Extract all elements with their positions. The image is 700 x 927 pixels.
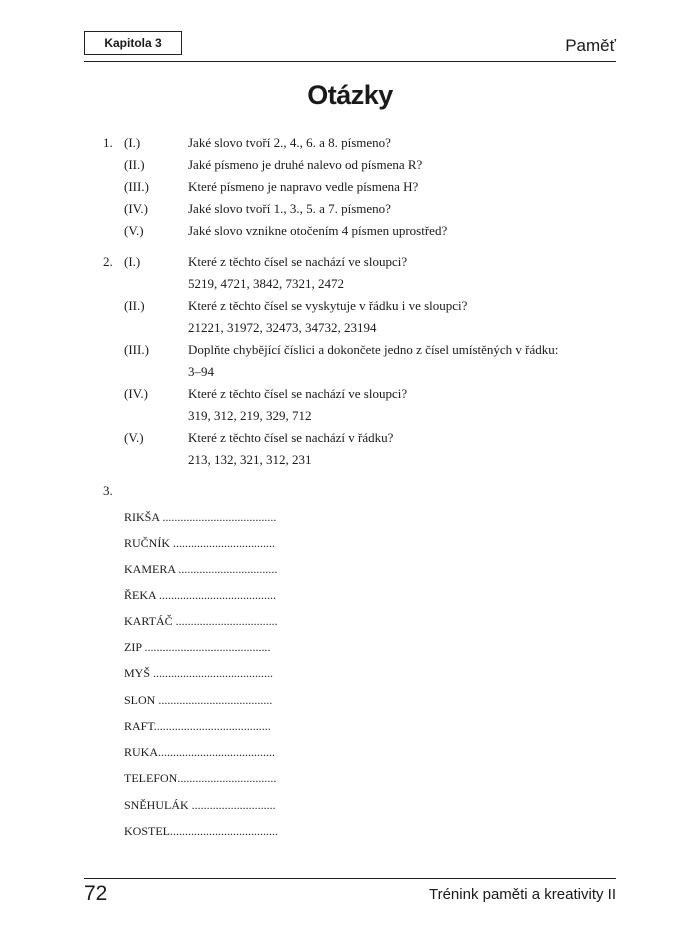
word-line: RIKŠA ...................................... (124, 510, 277, 524)
q2-item-answers: 213, 132, 321, 312, 231 (188, 452, 312, 467)
q2-item-label: (III.) (124, 342, 149, 357)
question-2-number: 2. (103, 254, 113, 269)
q2-item-text: Které z těchto čísel se nachází v řádku? (188, 430, 394, 445)
question-1-number: 1. (103, 135, 113, 150)
q2-item-label: (I.) (124, 254, 141, 269)
q1-item-label: (IV.) (124, 201, 148, 216)
word-line: SNĚHULÁK ............................ (124, 798, 276, 812)
header-divider (84, 61, 616, 62)
word-line: KAMERA ................................. (124, 562, 278, 576)
q1-item-label: (III.) (124, 179, 149, 194)
q2-item-label: (II.) (124, 298, 145, 313)
book-title: Trénink paměti a kreativity II (428, 886, 616, 903)
q1-item-label: (V.) (124, 223, 144, 238)
q1-item-text: Jaké písmeno je druhé nalevo od písmena R? (188, 157, 423, 172)
word-line: RAFT....................................... (124, 719, 271, 733)
q2-item-answers: 5219, 4721, 3842, 7321, 2472 (188, 276, 344, 291)
word-line: ŘEKA ....................................... (124, 588, 277, 602)
q1-item-text: Jaké slovo tvoří 2., 4., 6. a 8. písmeno? (188, 135, 391, 150)
q1-item-label: (I.) (124, 135, 141, 150)
q1-item-text: Jaké slovo vznikne otočením 4 písmen uprostřed? (188, 223, 448, 238)
word-line: TELEFON................................. (124, 771, 277, 785)
page-number: 72 (84, 882, 108, 905)
word-line: MYŠ ........................................ (124, 666, 274, 680)
q2-item-text: Které z těchto čísel se vyskytuje v řádku i ve sloupci? (188, 298, 468, 313)
q2-item-answers: 3–94 (188, 364, 214, 379)
q2-item-text: Které z těchto čísel se nachází ve sloupci? (188, 386, 408, 401)
word-line: RUKA....................................... (124, 745, 276, 759)
word-line: KOSTEL.................................... (124, 824, 278, 838)
q2-item-text: Které z těchto čísel se nachází ve sloupci? (188, 254, 408, 269)
page-title: Otázky (307, 80, 393, 110)
q2-item-text: Doplňte chybějící číslici a dokončete jedno z čísel umístěných v řádku: (188, 342, 559, 357)
q1-item-label: (II.) (124, 157, 145, 172)
word-line: SLON ...................................... (124, 693, 273, 707)
chapter-label: Kapitola 3 (84, 31, 182, 55)
word-line: RUČNÍK .................................. (124, 536, 276, 550)
word-line: KARTÁČ .................................. (124, 614, 278, 628)
q1-item-text: Které písmeno je napravo vedle písmena H? (188, 179, 419, 194)
word-line: ZIP .......................................... (124, 640, 271, 654)
question-3-number: 3. (103, 483, 113, 498)
section-topic: Paměť (565, 36, 616, 55)
q2-item-label: (IV.) (124, 386, 148, 401)
q2-item-label: (V.) (124, 430, 144, 445)
q2-item-answers: 319, 312, 219, 329, 712 (188, 408, 312, 423)
q1-item-text: Jaké slovo tvoří 1., 3., 5. a 7. písmeno? (188, 201, 391, 216)
q2-item-answers: 21221, 31972, 32473, 34732, 23194 (188, 320, 377, 335)
footer-divider (84, 878, 616, 879)
